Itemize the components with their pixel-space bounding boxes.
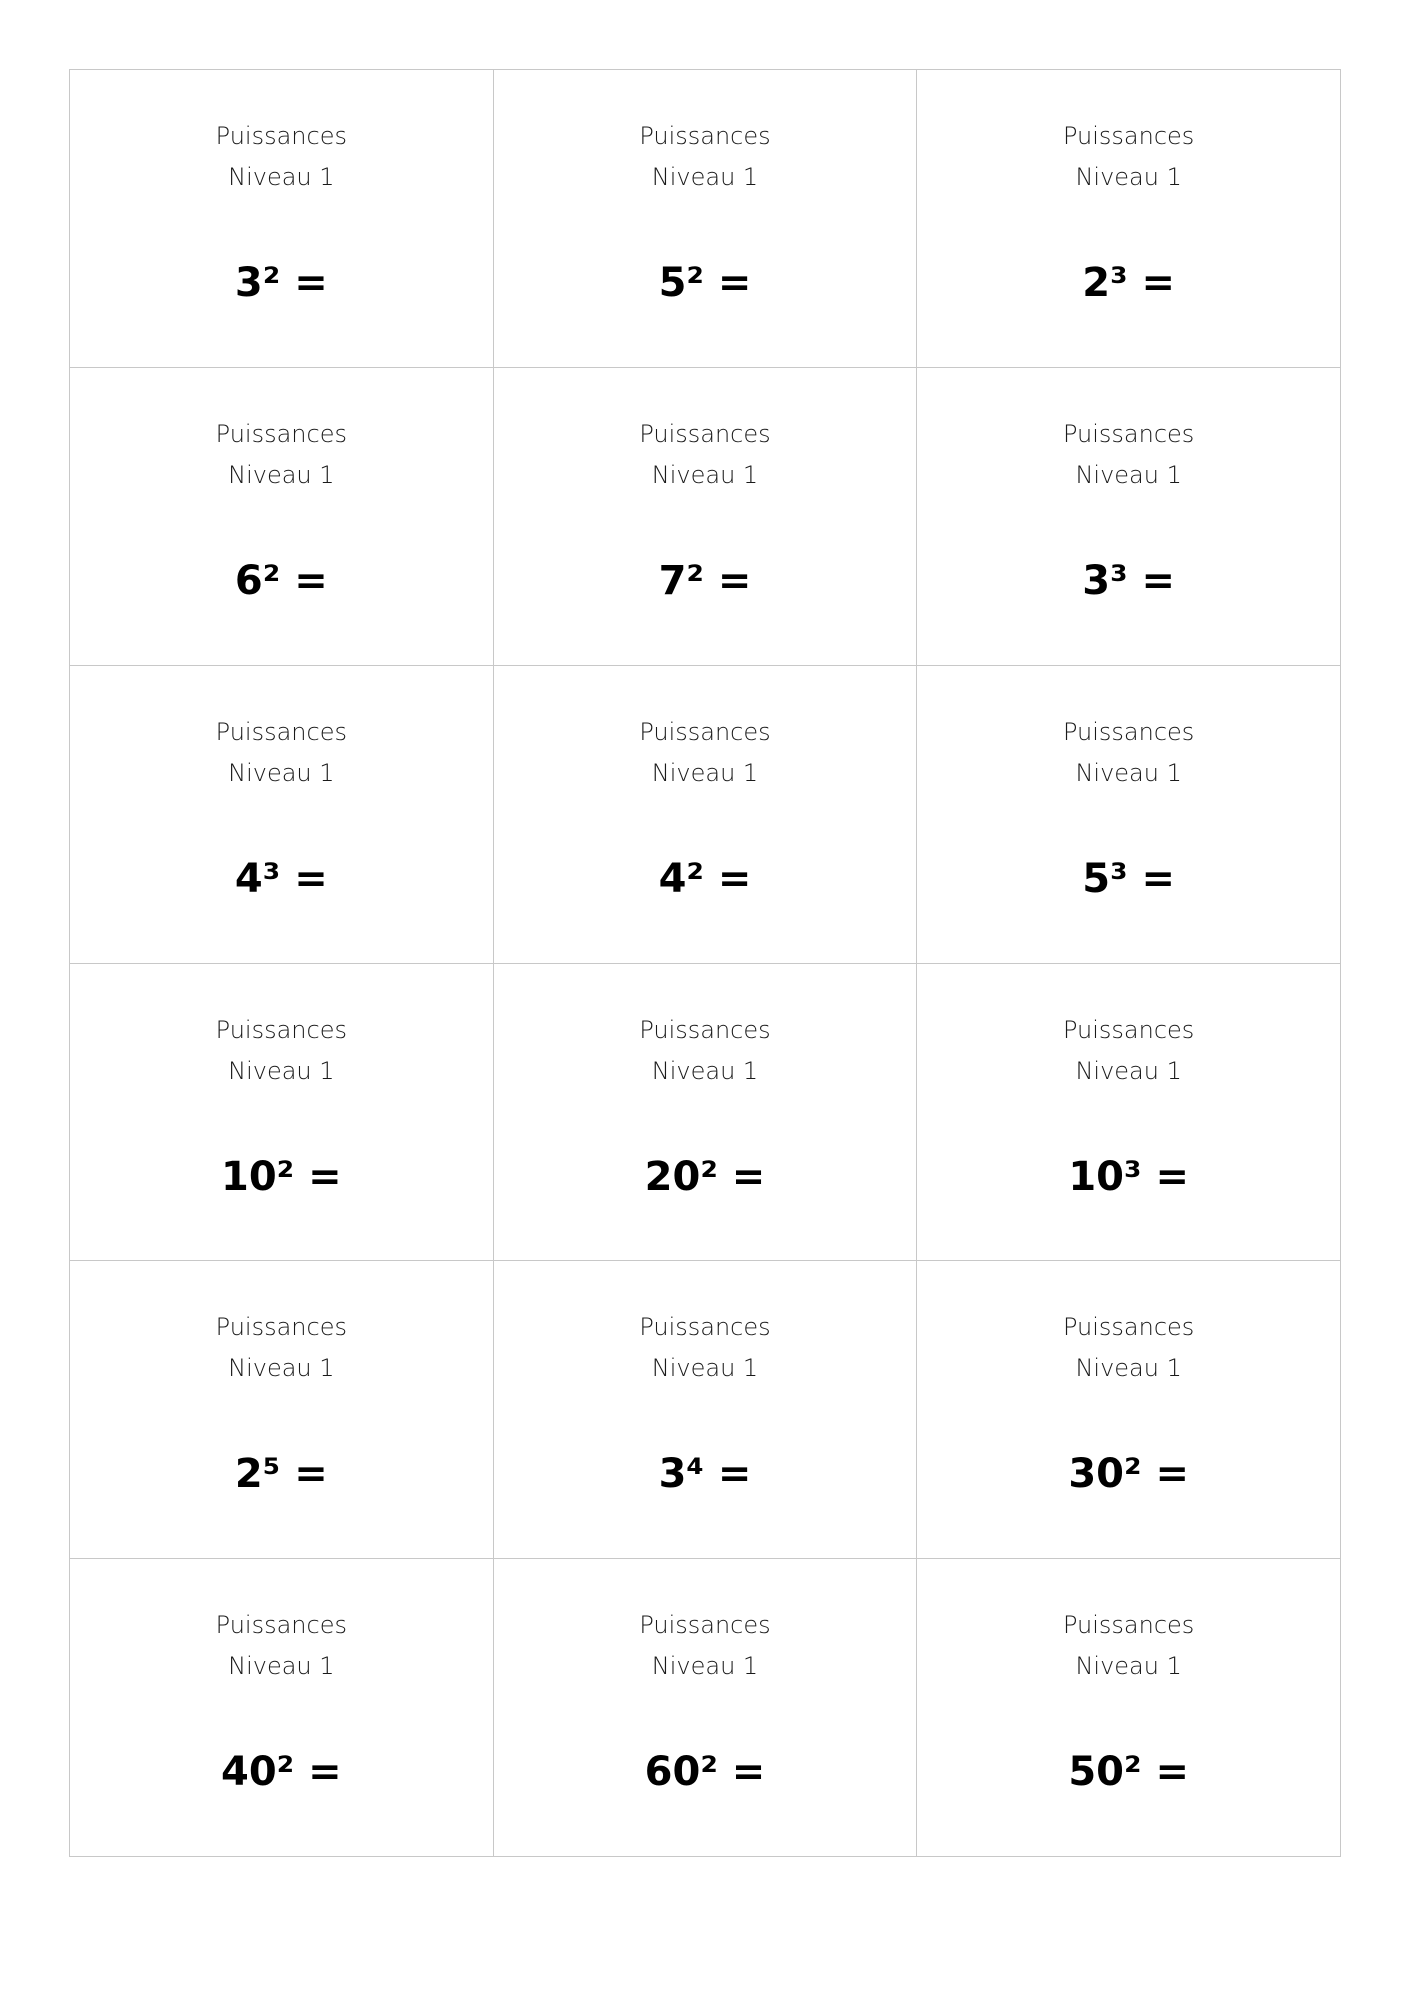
card-level: Niveau 1: [1075, 758, 1182, 787]
card-level: Niveau 1: [228, 758, 335, 787]
card-title: Puissances: [215, 1611, 347, 1640]
card: [70, 368, 494, 666]
card-title: Puissances: [639, 717, 771, 746]
card-level: Niveau 1: [1075, 460, 1182, 489]
card-expression: 30² =: [1068, 1451, 1189, 1498]
card-title: Puissances: [639, 122, 771, 150]
card-expression: 10² =: [221, 1153, 342, 1200]
card-expression: 20² =: [644, 1153, 766, 1200]
card: [917, 964, 1341, 1262]
card: [494, 70, 918, 368]
card-title: Puissances: [639, 419, 771, 448]
card-level: Niveau 1: [228, 1652, 335, 1681]
card: [70, 1559, 494, 1857]
card: [70, 666, 494, 964]
card-expression: 3⁴ =: [658, 1451, 752, 1498]
card-expression: 4³ =: [234, 855, 328, 902]
card-title: Puissances: [215, 1313, 347, 1342]
card-expression: 3² =: [234, 260, 328, 306]
card-level: Niveau 1: [651, 758, 759, 787]
card: [494, 1261, 918, 1559]
card-title: Puissances: [215, 1015, 347, 1044]
card: [494, 1559, 918, 1857]
card: [70, 1261, 494, 1559]
card-title: Puissances: [215, 419, 347, 448]
card-level: Niveau 1: [1075, 1354, 1182, 1383]
card-level: Niveau 1: [651, 1652, 759, 1681]
card: [494, 666, 918, 964]
card-expression: 6² =: [234, 557, 328, 604]
card-level: Niveau 1: [651, 1354, 759, 1383]
card-title: Puissances: [639, 1313, 771, 1342]
card-expression: 5² =: [658, 260, 752, 306]
card-expression: 2⁵ =: [234, 1451, 328, 1498]
card-title: Puissances: [215, 122, 347, 150]
card-level: Niveau 1: [228, 460, 335, 489]
card: [917, 1559, 1341, 1857]
card-expression: 7² =: [658, 557, 752, 604]
card-expression: 4² =: [658, 855, 752, 902]
card: [70, 70, 494, 368]
card: [917, 368, 1341, 666]
card-title: Puissances: [1062, 1313, 1195, 1342]
card: [494, 368, 918, 666]
card-expression: 40² =: [221, 1749, 342, 1796]
card-expression: 60² =: [644, 1749, 766, 1796]
card-level: Niveau 1: [1075, 1652, 1182, 1681]
card: [917, 70, 1341, 368]
card-expression: 5³ =: [1082, 855, 1176, 902]
card-title: Puissances: [1062, 1611, 1195, 1640]
card-title: Puissances: [1062, 122, 1195, 150]
card-expression: 10³ =: [1068, 1153, 1189, 1200]
card: [494, 964, 918, 1262]
card-level: Niveau 1: [228, 163, 335, 191]
card: [917, 1261, 1341, 1559]
card-title: Puissances: [639, 1611, 771, 1640]
card-expression: 2³ =: [1082, 260, 1176, 306]
card-expression: 50² =: [1068, 1749, 1189, 1796]
card-level: Niveau 1: [651, 163, 759, 191]
card-title: Puissances: [1062, 419, 1195, 448]
card-title: Puissances: [1062, 1015, 1195, 1044]
card-title: Puissances: [639, 1015, 771, 1044]
card-sheet: [69, 69, 1341, 1857]
card-level: Niveau 1: [228, 1354, 335, 1383]
card-expression: 3³ =: [1082, 557, 1176, 604]
card-level: Niveau 1: [651, 1056, 759, 1085]
card-level: Niveau 1: [651, 460, 759, 489]
card-title: Puissances: [1062, 717, 1195, 746]
card-level: Niveau 1: [1075, 163, 1182, 191]
card: [917, 666, 1341, 964]
card-title: Puissances: [215, 717, 347, 746]
card-level: Niveau 1: [1075, 1056, 1182, 1085]
card-level: Niveau 1: [228, 1056, 335, 1085]
card: [70, 964, 494, 1262]
